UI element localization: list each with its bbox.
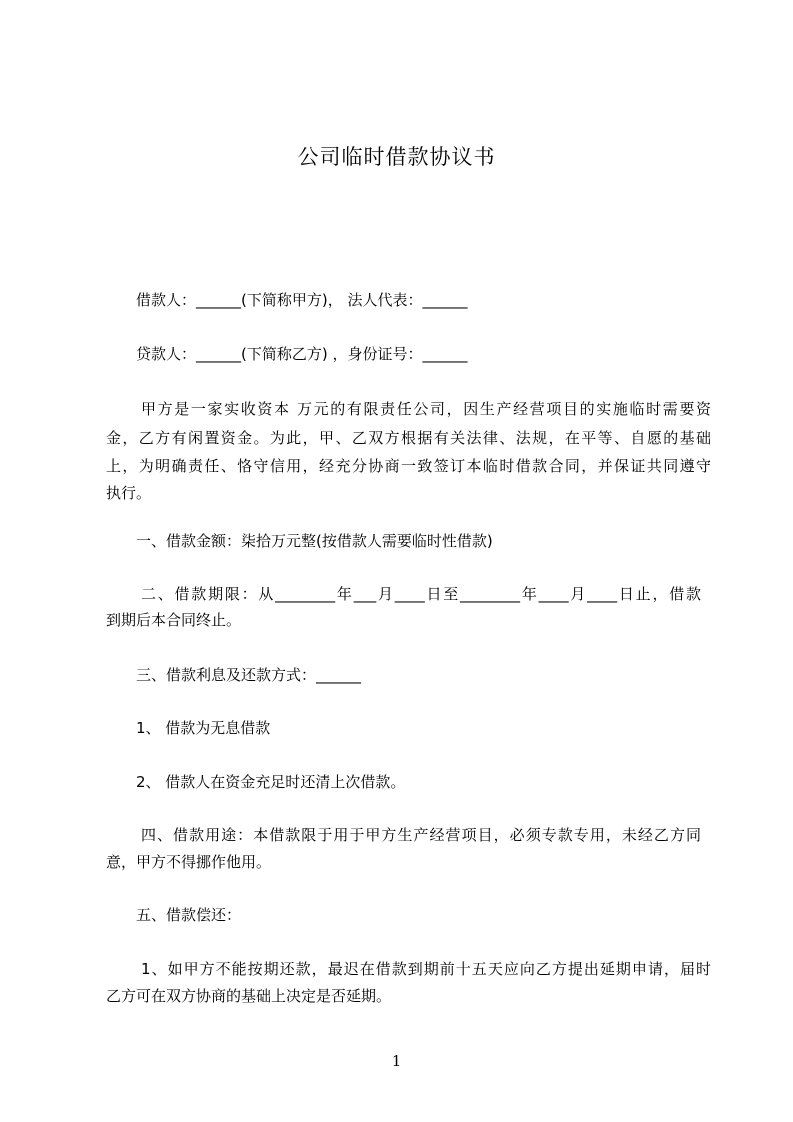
page-number: 1: [391, 1052, 402, 1070]
intro-paragraph-line-3: 上，为明确责任、恪守信用，经充分协商一致签订本临时借款合同，并保证共同遵守: [106, 457, 711, 475]
clause-5-repayment: 五、借款偿还：: [136, 906, 242, 924]
lender-line: 贷款人：______(下简称乙方) ，身份证号：______: [136, 345, 468, 363]
intro-paragraph-line-4: 执行。: [106, 484, 152, 502]
borrower-line: 借款人：______(下简称甲方)， 法人代表：______: [136, 291, 468, 309]
clause-1-amount: 一、借款金额：柒拾万元整(按借款人需要临时性借款): [136, 532, 493, 550]
intro-paragraph-line-1: 甲方是一家实收资本 万元的有限责任公司，因生产经营项目的实施临时需要资: [141, 400, 711, 418]
clause-3-interest: 三、借款利息及还款方式：______: [136, 666, 362, 684]
intro-paragraph-line-2: 金，乙方有闲置资金。为此，甲、乙双方根据有关法律、法规，在平等、自愿的基础: [106, 429, 711, 447]
repayment-item-1-line-2: 乙方可在双方协商的基础上决定是否延期。: [106, 987, 392, 1005]
clause-4-purpose-line-2: 意，甲方不得挪作他用。: [106, 853, 272, 871]
clause-4-purpose-line-1: 四、借款用途：本借款限于用于甲方生产经营项目，必须专款专用，未经乙方同: [141, 826, 701, 844]
clause-2-term-line-2: 到期后本合同终止。: [106, 611, 242, 629]
repayment-item-1-line-1: 1、如甲方不能按期还款，最迟在借款到期前十五天应向乙方提出延期申请，届时: [141, 960, 711, 978]
document-title: 公司临时借款协议书: [297, 145, 496, 169]
interest-item-2: 2、 借款人在资金充足时还清上次借款。: [136, 773, 406, 791]
interest-item-1: 1、 借款为无息借款: [136, 719, 271, 737]
clause-2-term-line-1: 二、借款期限：从________年___月____日至________年____月____日止，借款: [141, 585, 701, 603]
